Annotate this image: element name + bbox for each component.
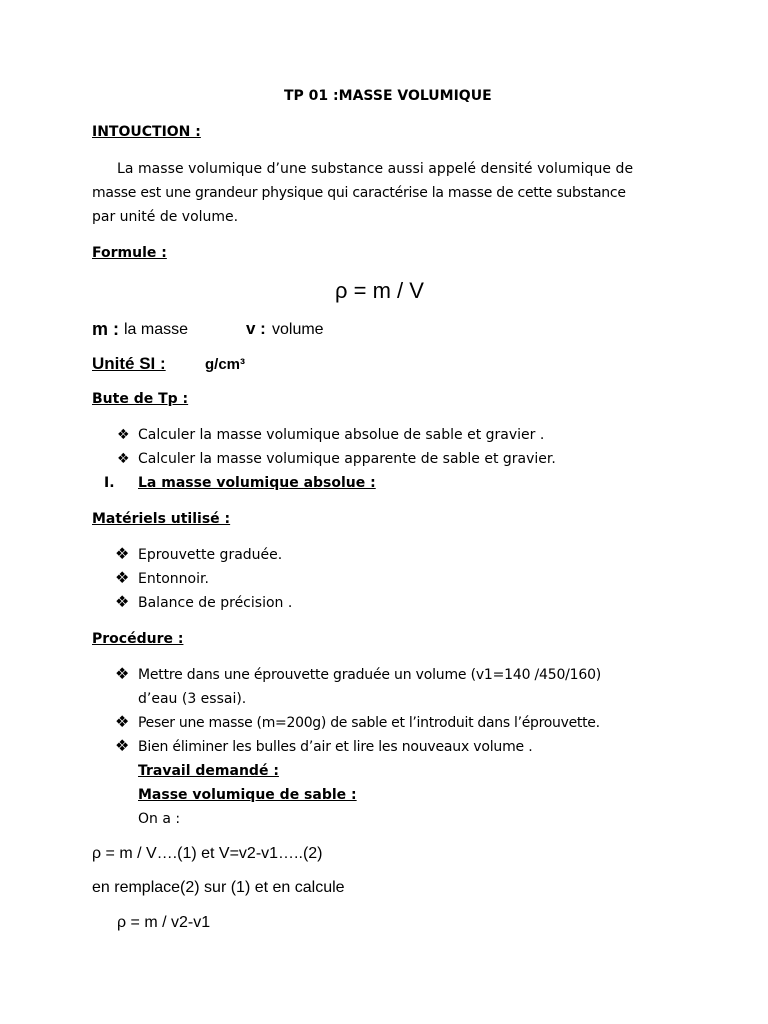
but-item-2: Calculer la masse volumique apparente de sable et gravier. bbox=[138, 451, 556, 467]
intro-line-1: La masse volumique d’une substance aussi appelé densité volumique de bbox=[117, 161, 634, 177]
materiel-item-3: Balance de précision . bbox=[138, 595, 293, 611]
m-label: m : bbox=[92, 319, 119, 339]
v-text: volume bbox=[272, 321, 324, 338]
formula: ρ = m / V bbox=[335, 278, 424, 303]
but-item-1: Calculer la masse volumique absolue de sable et gravier . bbox=[138, 427, 545, 443]
procedure-1-bullet: ❖ bbox=[115, 664, 130, 683]
procedure-item-2: Peser une masse (m=200g) de sable et l’introduit dans l’éprouvette. bbox=[138, 715, 600, 731]
section-I-title: La masse volumique absolue : bbox=[138, 475, 376, 491]
procedure-item-3: Bien éliminer les bulles d’air et lire les nouveaux volume . bbox=[138, 739, 533, 755]
intro-heading: INTOUCTION : bbox=[92, 124, 201, 140]
travail-heading: Travail demandé : bbox=[138, 763, 279, 779]
materiel-2-bullet: ❖ bbox=[115, 568, 130, 587]
but-item-2-bullet: ❖ bbox=[117, 451, 130, 467]
section-I-number: I. bbox=[104, 475, 115, 491]
procedure-item-1-line-2: d’eau (3 essai). bbox=[138, 691, 247, 707]
procedure-3-bullet: ❖ bbox=[115, 736, 130, 755]
materiel-item-1: Eprouvette graduée. bbox=[138, 547, 283, 563]
v-label: v : bbox=[246, 319, 266, 338]
unit-value: g/cm³ bbox=[205, 356, 246, 373]
materiel-1-bullet: ❖ bbox=[115, 544, 130, 563]
but-heading: Bute de Tp : bbox=[92, 391, 189, 407]
procedure-2-bullet: ❖ bbox=[115, 712, 130, 731]
on-a-text: On a : bbox=[138, 811, 181, 827]
intro-line-2: masse est une grandeur physique qui caractérise la masse de cette substance bbox=[92, 185, 626, 201]
unit-label: Unité SI : bbox=[92, 354, 166, 373]
materiel-item-2: Entonnoir. bbox=[138, 571, 209, 587]
intro-line-3: par unité de volume. bbox=[92, 209, 239, 225]
masse-sable-heading: Masse volumique de sable : bbox=[138, 787, 357, 803]
equation-1: ρ = m / V….(1) et V=v2-v1…..(2) bbox=[92, 845, 323, 862]
materiel-3-bullet: ❖ bbox=[115, 592, 130, 611]
formule-heading: Formule : bbox=[92, 245, 167, 261]
equation-3: ρ = m / v2-v1 bbox=[117, 914, 211, 931]
equation-2: en remplace(2) sur (1) et en calcule bbox=[92, 879, 345, 896]
procedure-item-1-line-1: Mettre dans une éprouvette graduée un volume (v1=140 /450/160) bbox=[138, 667, 602, 683]
document-title: TP 01 :MASSE VOLUMIQUE bbox=[284, 88, 492, 104]
procedure-heading: Procédure : bbox=[92, 631, 184, 647]
materiels-heading: Matériels utilisé : bbox=[92, 511, 231, 527]
m-text: la masse bbox=[124, 321, 189, 338]
but-item-1-bullet: ❖ bbox=[117, 427, 130, 443]
